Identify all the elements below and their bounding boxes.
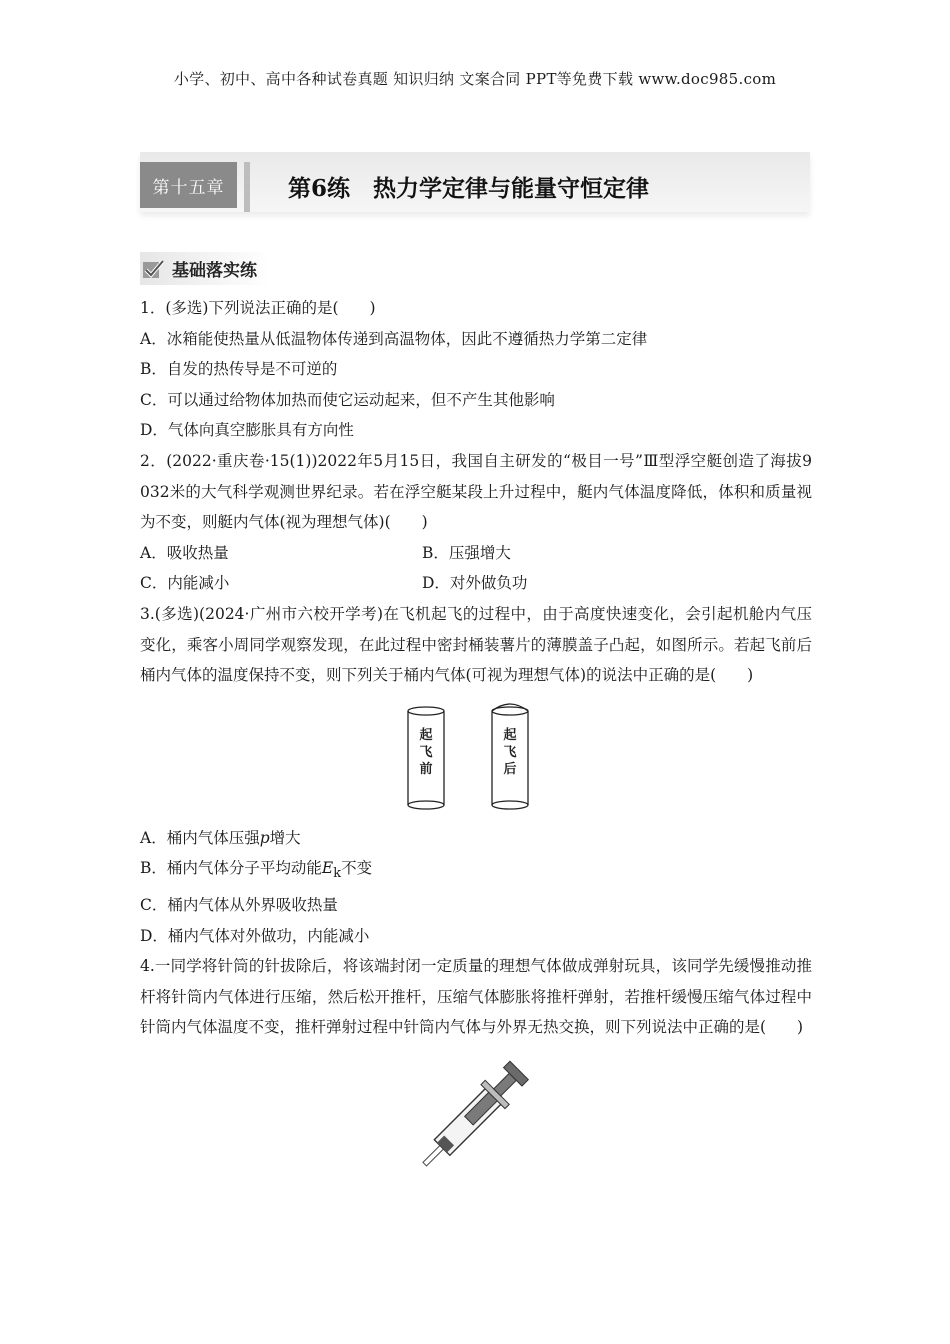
label-char: 前 [419,761,433,777]
label-char: 飞 [419,744,433,760]
syringe-icon [411,1053,541,1177]
label-char: 飞 [503,744,517,760]
option-b: B．桶内气体分子平均动能$E_k$不变 [140,859,373,882]
question-1 [140,293,812,446]
section-title: 基础落实练 [172,261,257,281]
option-c: C．桶内气体从外界吸收热量 [140,896,338,914]
label-char: 起 [419,727,433,743]
option-d: D．气体向真空膨胀具有方向性 [140,421,354,440]
chapter-divider [244,162,250,212]
option-row [140,568,812,599]
option-a: A．吸收热量 [140,543,229,562]
option-a: A．桶内气体压强p增大 [140,828,301,847]
option-d: D．桶内气体对外做功，内能减小 [140,926,370,945]
question-stem: 3.(多选)(2024·广州市六校开学考)在飞机起飞的过程中，由于高度快速变化，会引起机舱内气压变化，乘客小周同学观察发现，在此过程中密封桶装薯片的薄膜盖子凸起，如图所示。若起飞前后桶内气体的温度保持不变，则下列关于桶内气体(可视为理想气体)的说法中正确的是( ) [140,604,812,685]
option-d: D．对外做负功 [422,574,528,593]
option-c: C．可以通过给物体加热而使它运动起来，但不产生其他影响 [140,390,555,409]
label-char: 后 [503,761,517,777]
question-stem: 1．(多选)下列说法正确的是( ) [140,299,376,317]
question-stem: 2．(2022·重庆卷·15(1))2022年5月15日，我国自主研发的“极目一号”Ⅲ型浮空艇创造了海拔9 032米的大气科学观测世界纪录。若在浮空艇某段上升过程中，艇内气体温度降低，体积和质量视为不变，则艇内气体(视为理想气体)( ) [140,451,812,532]
question-3 [140,599,812,951]
option-c: C．内能减小 [140,574,230,593]
chip-can-figure [140,703,812,819]
section-header [140,252,271,285]
question-2 [140,446,812,599]
page-title: 第6练 热力学定律与能量守恒定律 [288,175,650,202]
option-b: B．压强增大 [422,543,511,562]
chapter-header [140,152,810,212]
chip-can-diagram [401,703,551,815]
question-list [140,293,812,1181]
chapter-tag: 第十五章 [140,162,237,208]
label-char: 起 [503,727,517,743]
option-row [140,538,812,569]
site-banner: 小学、初中、高中各种试卷真题 知识归纳 文案合同 PPT等免费下载 www.doc985.com [173,70,777,88]
option-b: B．自发的热传导是不可逆的 [140,360,338,379]
option-a: A．冰箱能使热量从低温物体传递到高温物体，因此不遵循热力学第二定律 [140,329,648,348]
checkbox-icon [142,258,164,280]
question-4 [140,951,812,1181]
question-stem: 4.一同学将针筒的针拔除后，将该端封闭一定质量的理想气体做成弹射玩具，该同学先缓慢推动推杆将针筒内气体进行压缩，然后松开推杆，压缩气体膨胀将推杆弹射，若推杆缓慢压缩气体过程中针筒内气体温度不变，推杆弹射过程中针筒内气体与外界无热交换，则下列说法中正确的是( ) [140,957,812,1037]
syringe-figure [140,1053,812,1181]
